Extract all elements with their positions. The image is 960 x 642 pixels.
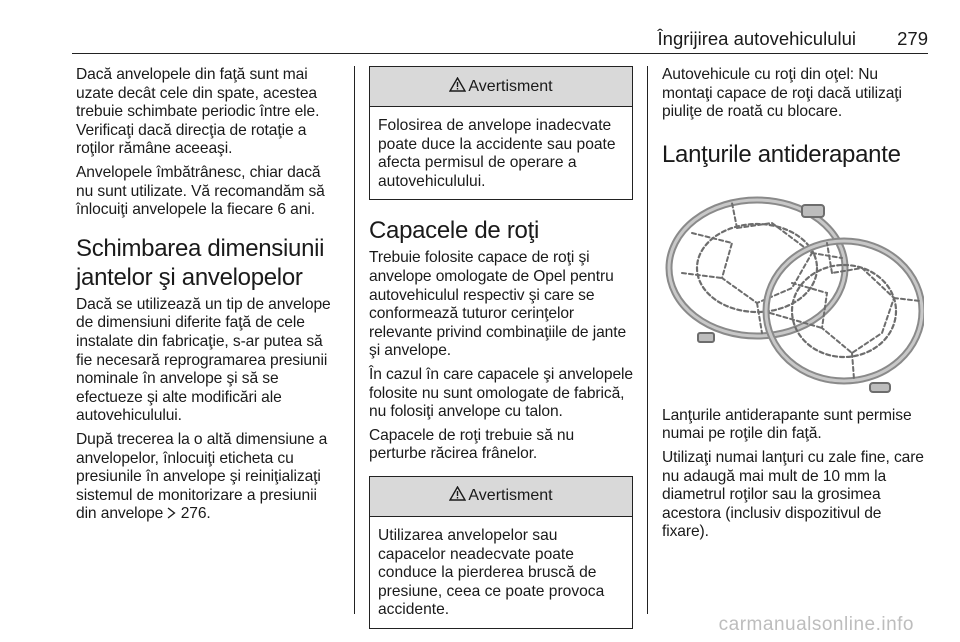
- column-divider: [354, 66, 355, 614]
- section-heading-rim-size: Schimbarea dimensiunii jantelor şi anvelopelor: [76, 234, 325, 291]
- column-right: [662, 66, 928, 547]
- warning-box: [369, 476, 633, 629]
- warning-triangle-icon: [449, 486, 466, 506]
- paragraph: Lanţurile antiderapante sunt permise numai pe roţile din faţă.: [662, 406, 912, 443]
- paragraph: [76, 431, 340, 524]
- paragraph: Trebuie folosite capace de roţi şi anvelope omologate de Opel pentru autovehiculul respectiv şi care se conformează tuturor cerinţelor relevante privind combinaţiile de jante şi anvelope.: [369, 249, 627, 360]
- page-number: 279: [897, 28, 928, 49]
- page-reference-arrow-icon[interactable]: [167, 505, 180, 522]
- column-left: [76, 66, 340, 529]
- paragraph: Utilizaţi numai lanţuri cu zale fine, care nu adaugă mai mult de 10 mm la diametrul roţilor sau la grosimea acestora (inclusiv dispozitivul de fixare).: [662, 448, 924, 541]
- page-header: [72, 28, 928, 54]
- paragraph: Autovehicule cu roţi din oţel: Nu montaţi capace de roţi dacă utilizaţi piuliţe de roată cu blocare.: [662, 66, 902, 121]
- section-heading-snow-chains: Lanţurile antiderapante: [662, 140, 901, 168]
- column-middle: [369, 66, 633, 642]
- warning-triangle-icon: [449, 77, 466, 97]
- warning-box: [369, 66, 633, 200]
- header-title: Îngrijirea autovehiculului: [657, 28, 856, 49]
- warning-title: Avertisment: [468, 77, 553, 95]
- paragraph: Dacă anvelopele din faţă sunt mai uzate decât cele din spate, acestea trebuie schimbate periodic între ele. Verificaţi dacă direcţia de rotaţie a roţilor rămâne aceeaşi.: [76, 66, 320, 158]
- paragraph: Capacele de roţi trebuie să nu perturbe răcirea frânelor.: [369, 426, 575, 463]
- paragraph: În cazul în care capacele şi anvelopele folosite nu sunt omologate de fabrică, nu folosiţi anvelope cu talon.: [369, 365, 633, 421]
- paragraph: Dacă se utilizează un tip de anvelope de dimensiuni diferite faţă de cele instalate din fabricaţie, s-ar putea să fie necesară reprogramarea presiunii nominale în anvelope şi să se efectueze şi alte modificări ale autovehiculului.: [76, 295, 331, 425]
- page-reference[interactable]: 276.: [180, 505, 211, 523]
- watermark: carmanualsonline.info: [718, 614, 914, 635]
- paragraph-text: După trecerea la o altă dimensiune a anvelopelor, înlocuiţi eticheta cu presiunile în anvelope şi reiniţializaţi sistemul de monitorizare a presiunii din anvelope: [76, 430, 328, 523]
- paragraph: Anvelopele îmbătrânesc, chiar dacă nu sunt utilizate. Vă recomandăm să înlocuiţi anvelopele la fiecare 6 ani.: [76, 163, 325, 219]
- warning-header: [370, 67, 632, 107]
- warning-header: [370, 477, 632, 517]
- warning-text: Folosirea de anvelope inadecvate poate duce la accidente sau poate afecta permisul de operare a autovehiculului.: [378, 117, 616, 190]
- snow-chains-illustration: [662, 183, 924, 393]
- section-heading-wheel-covers: Capacele de roţi: [369, 217, 539, 245]
- warning-text: Utilizarea anvelopelor sau capacelor neadecvate poate conduce la pierderea bruscă de presiune, ceea ce poate provoca accidente.: [378, 526, 605, 619]
- column-divider: [647, 66, 648, 614]
- warning-title: Avertisment: [468, 487, 553, 505]
